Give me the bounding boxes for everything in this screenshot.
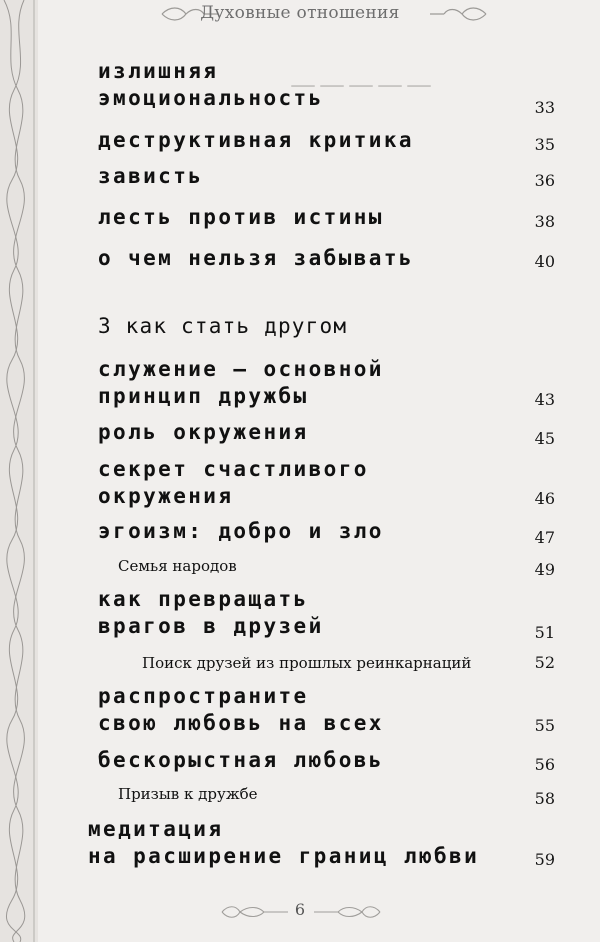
toc-page: 36 [534, 171, 555, 190]
toc-page: 59 [534, 850, 555, 869]
toc-page: 38 [534, 212, 555, 231]
toc-title: как превращать врагов в друзей [98, 587, 324, 638]
toc-page: 49 [534, 560, 555, 579]
toc-title: роль окружения [98, 420, 309, 444]
toc-title: зависть [98, 164, 204, 188]
toc-page: 52 [534, 653, 555, 672]
toc-page: 58 [534, 789, 555, 808]
toc-page: 33 [534, 98, 555, 117]
toc-page: 43 [534, 390, 555, 409]
toc-subtitle: Поиск друзей из прошлых реинкарнаций [142, 654, 472, 672]
toc-title: медитация на расширение границ любви [88, 817, 480, 868]
page-number: 6 [294, 900, 306, 919]
toc-title: лесть против истины [98, 205, 384, 229]
running-header: Духовные отношения [200, 3, 400, 23]
toc-page: 45 [534, 429, 555, 448]
toc-page: 35 [534, 135, 555, 154]
chapter-title: 3 как стать другом [98, 314, 348, 338]
bleed-through-text: ————— [290, 70, 435, 100]
toc-title: служение – основной принцип дружбы [98, 357, 384, 408]
toc-page: 56 [534, 755, 555, 774]
toc-title: излишняя эмоциональность [98, 59, 324, 110]
footer-ornament-right [312, 903, 382, 921]
toc-page: 51 [534, 623, 555, 642]
toc-page: 40 [534, 252, 555, 271]
toc-title: распространите свою любовь на всех [98, 684, 384, 735]
toc-subtitle: Призыв к дружбе [118, 785, 258, 803]
toc-page: 47 [534, 528, 555, 547]
toc-title: эгоизм: добро и зло [98, 519, 384, 543]
toc-title: о чем нельзя забывать [98, 246, 414, 270]
toc-page: 46 [534, 489, 555, 508]
toc-title: секрет счастливого окружения [98, 457, 369, 508]
toc-page: 55 [534, 716, 555, 735]
toc-title: деструктивная критика [98, 128, 414, 152]
toc-subtitle: Семья народов [118, 557, 237, 575]
toc-title: бескорыстная любовь [98, 748, 384, 772]
